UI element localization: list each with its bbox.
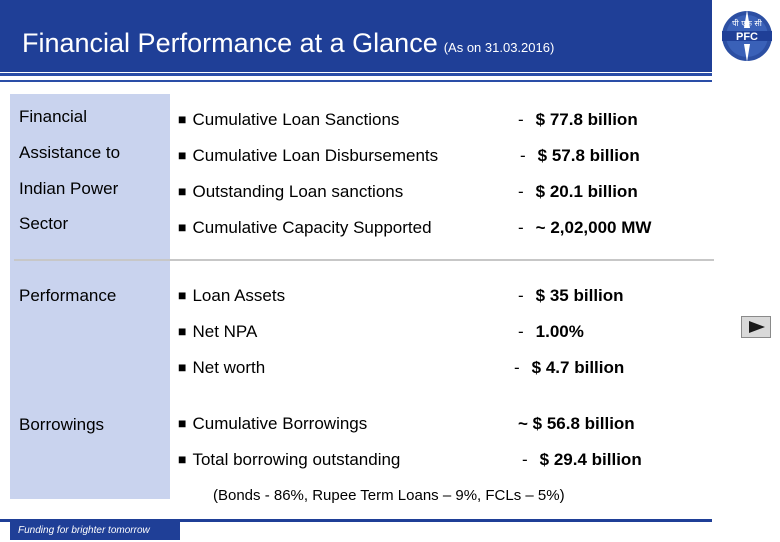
- value-text: ~ 2,02,000 MW: [535, 218, 652, 237]
- item-label: Total borrowing outstanding: [192, 450, 401, 469]
- page-title-text: Financial Performance at a Glance: [22, 28, 438, 58]
- list-item: [178, 286, 285, 306]
- value-text: $ 4.7 billion: [531, 358, 625, 377]
- square-bullet-icon: ■: [178, 323, 187, 339]
- category-label-borrowings: Borrowings: [19, 415, 105, 434]
- square-bullet-icon: ■: [178, 147, 187, 163]
- square-bullet-icon: ■: [178, 287, 187, 303]
- page-title: [22, 28, 554, 59]
- value-prefix: -: [518, 110, 524, 129]
- value-text: $ 57.8 billion: [537, 146, 640, 165]
- item-value: [518, 218, 651, 238]
- item-value: [520, 146, 640, 166]
- value-text: $ 29.4 billion: [539, 450, 642, 469]
- square-bullet-icon: ■: [178, 415, 187, 431]
- item-value: [518, 182, 638, 202]
- value-prefix: -: [522, 450, 528, 469]
- value-prefix: -: [518, 322, 524, 341]
- value-text: 1.00%: [535, 322, 584, 341]
- item-value: [518, 322, 584, 342]
- item-value: [514, 358, 624, 378]
- section-divider: [14, 259, 714, 261]
- logo-text: PFC: [736, 31, 758, 43]
- play-next-icon: [748, 320, 766, 334]
- square-bullet-icon: ■: [178, 111, 187, 127]
- list-item: [178, 358, 265, 378]
- square-bullet-icon: ■: [178, 183, 187, 199]
- header: [0, 0, 780, 72]
- list-item: [178, 218, 432, 238]
- square-bullet-icon: ■: [178, 359, 187, 375]
- value-text: $ 77.8 billion: [535, 110, 638, 129]
- item-label: Cumulative Loan Sanctions: [192, 110, 400, 129]
- item-label: Cumulative Loan Disbursements: [192, 146, 439, 165]
- item-value: [518, 414, 635, 434]
- list-item: [178, 322, 257, 342]
- value-prefix: -: [518, 286, 524, 305]
- list-item: [178, 414, 367, 434]
- list-item: [178, 182, 403, 202]
- category-label-financial: Financial: [19, 107, 88, 126]
- list-item: [178, 110, 399, 130]
- logo-hindi-text: पी एफ सी: [732, 19, 762, 28]
- list-item: [178, 450, 400, 470]
- item-value: [518, 286, 624, 306]
- value-text: $ 20.1 billion: [535, 182, 638, 201]
- item-value: [518, 110, 638, 130]
- value-text: ~ $ 56.8 billion: [518, 414, 635, 433]
- header-rule-bottom: [0, 80, 712, 82]
- category-label-performance: Performance: [19, 286, 117, 305]
- item-label: Loan Assets: [192, 286, 286, 305]
- square-bullet-icon: ■: [178, 219, 187, 235]
- page-number: 6: [744, 522, 754, 541]
- list-item: [178, 146, 438, 166]
- next-slide-button[interactable]: [741, 316, 771, 338]
- item-label: Cumulative Capacity Supported: [192, 218, 432, 237]
- value-prefix: -: [518, 218, 524, 237]
- value-text: $ 35 billion: [535, 286, 624, 305]
- item-label: Cumulative Borrowings: [192, 414, 368, 433]
- value-prefix: -: [518, 182, 524, 201]
- category-label-assistance: Assistance to: [19, 143, 121, 162]
- item-label: Outstanding Loan sanctions: [192, 182, 404, 201]
- category-label-indian-power: Indian Power: [19, 179, 119, 198]
- value-prefix: -: [514, 358, 520, 377]
- value-prefix: -: [520, 146, 526, 165]
- header-rule-top: [0, 73, 712, 76]
- item-label: Net worth: [192, 358, 266, 377]
- item-value: [522, 450, 642, 470]
- pfc-logo-icon: [716, 2, 778, 70]
- square-bullet-icon: ■: [178, 451, 187, 467]
- footer-tagline: Funding for brighter tomorrow: [18, 525, 150, 536]
- borrowings-note: (Bonds - 86%, Rupee Term Loans – 9%, FCLs – 5%): [213, 487, 565, 504]
- item-label: Net NPA: [192, 322, 258, 341]
- page-subtitle: (As on 31.03.2016): [443, 40, 555, 55]
- category-label-sector: Sector: [19, 214, 69, 233]
